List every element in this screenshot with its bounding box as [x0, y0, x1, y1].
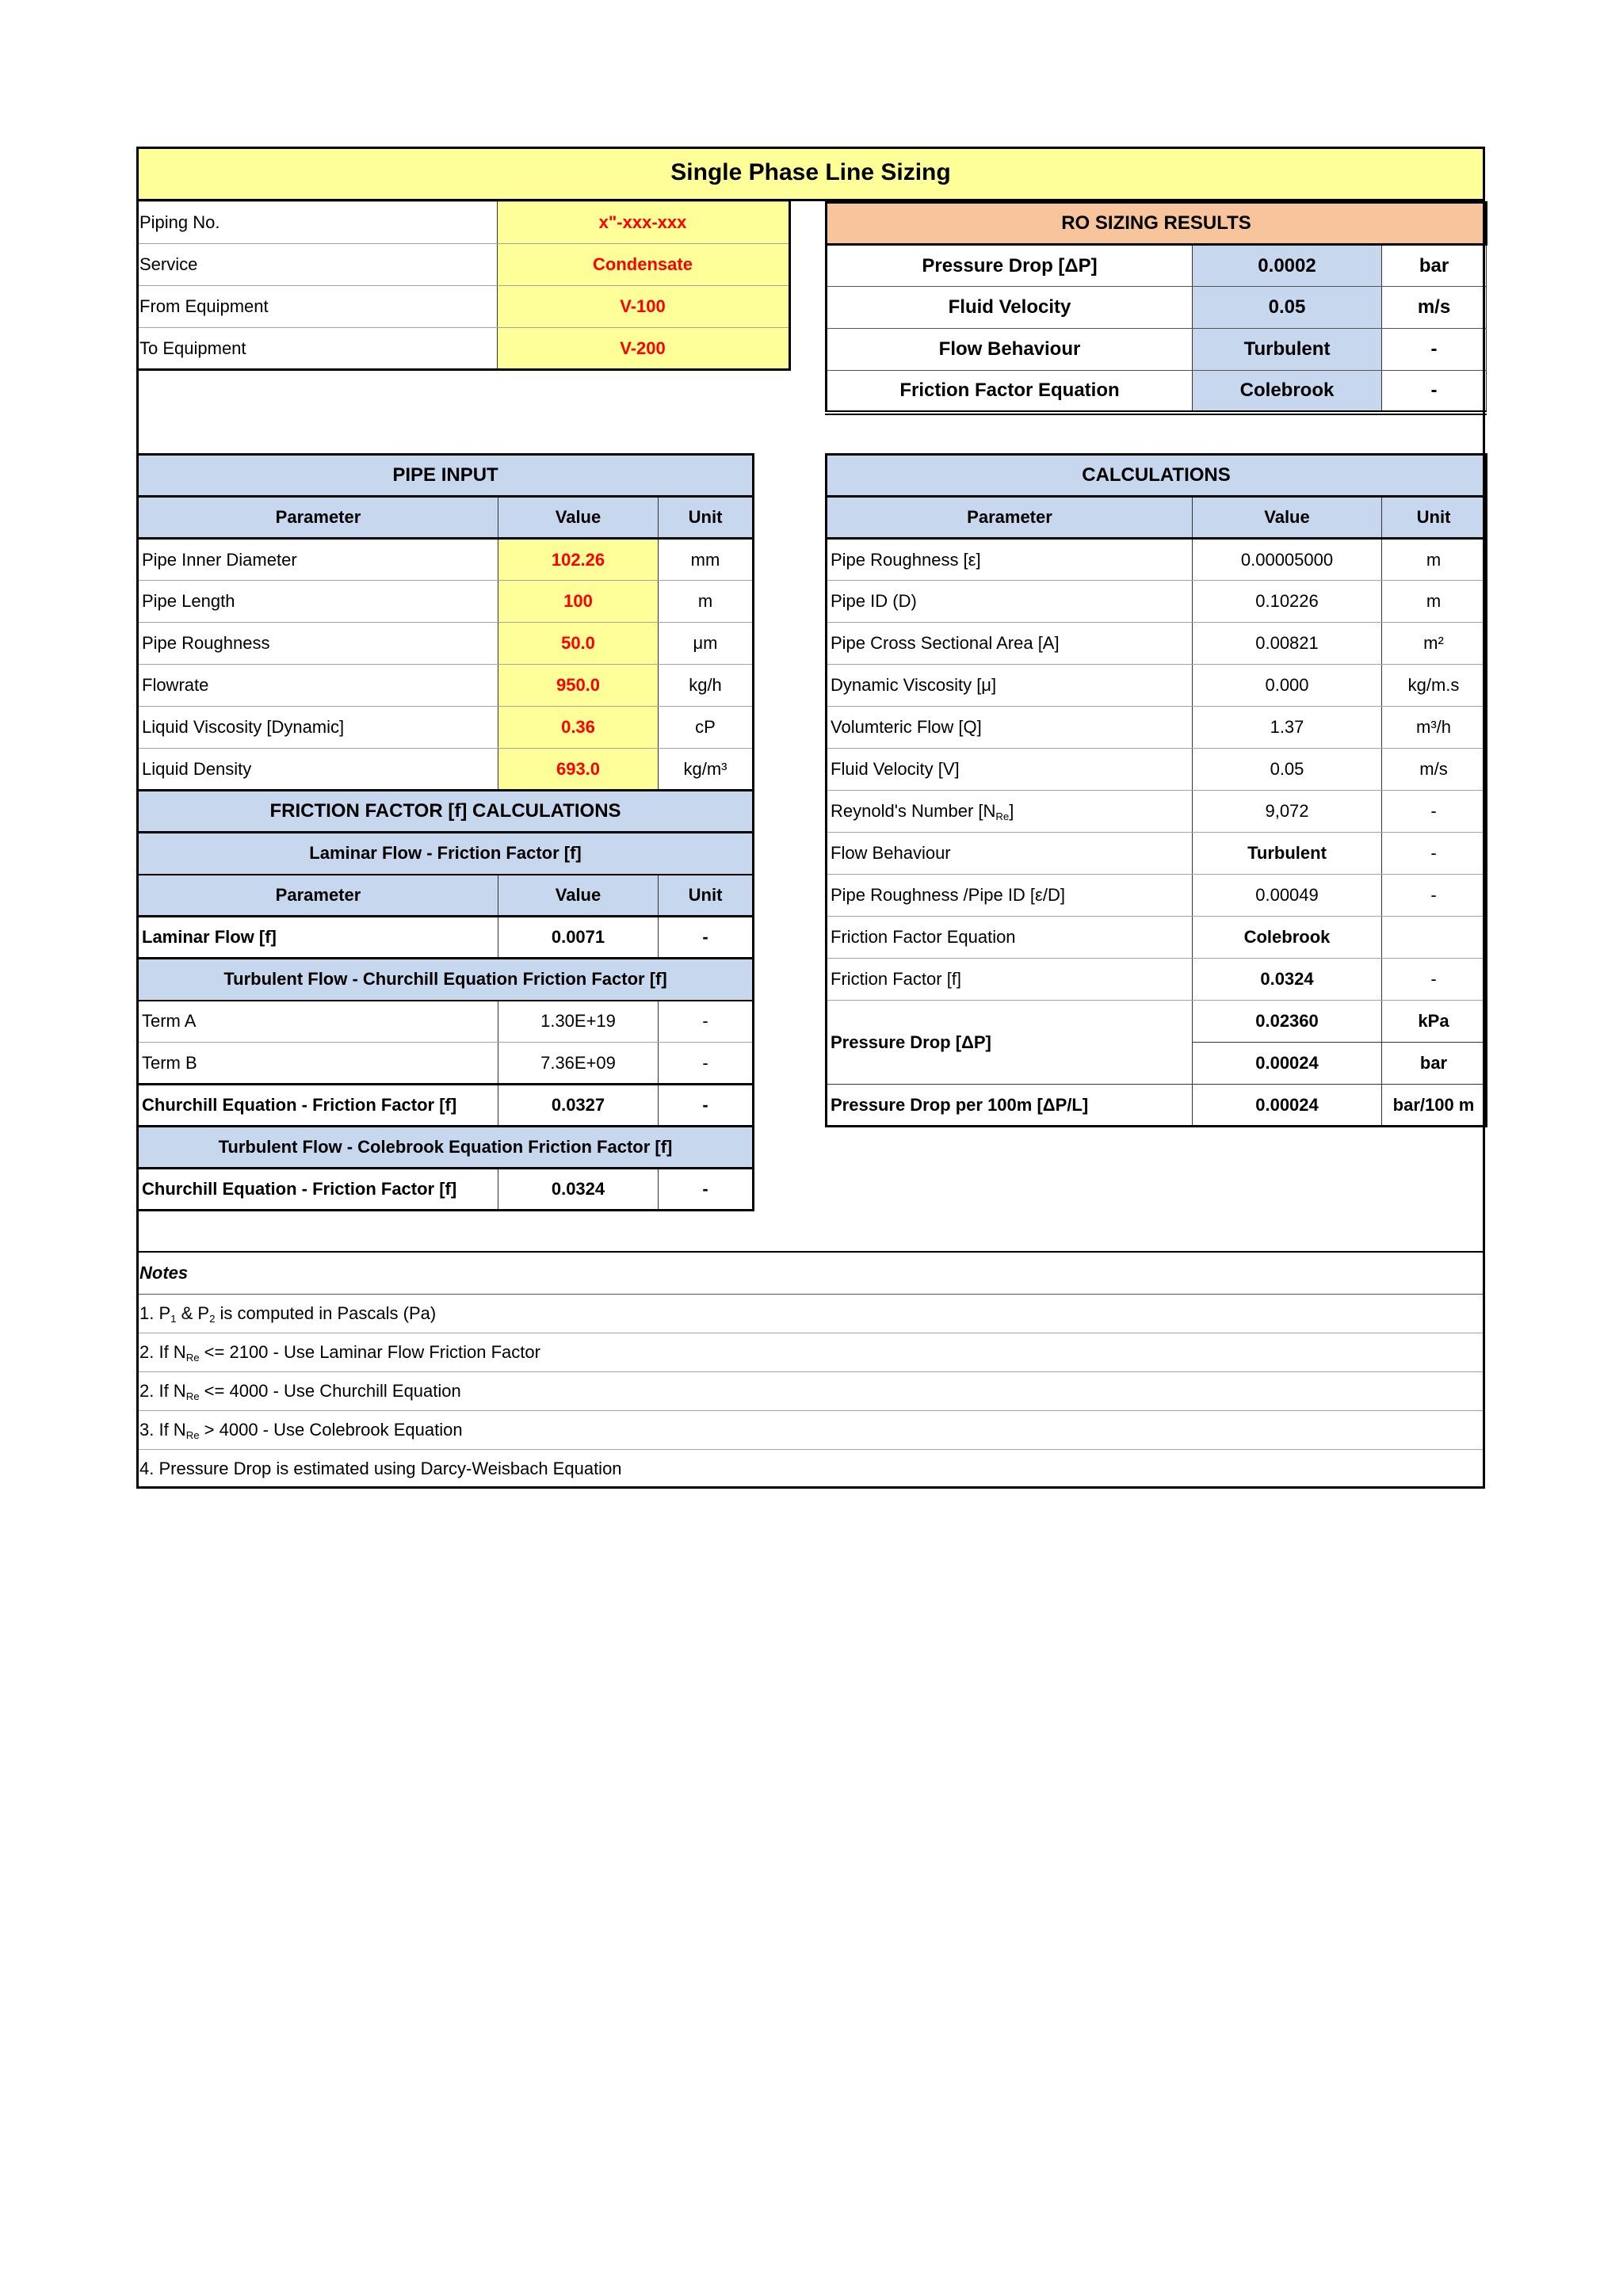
- calc-row: [827, 749, 1487, 791]
- calc-unit: m: [1382, 581, 1487, 623]
- calc-parameter-end: ]: [1009, 801, 1014, 821]
- note-item: [136, 1333, 1485, 1371]
- input-row: [138, 707, 754, 749]
- ro-value: Turbulent: [1193, 329, 1382, 371]
- churchill-parameter: Churchill Equation - Friction Factor [f]: [138, 1085, 498, 1127]
- calc-row: [827, 791, 1487, 833]
- note-text: [136, 1371, 1485, 1410]
- column-header-unit: Unit: [659, 497, 754, 539]
- pressure-drop-per-100m-parameter: Pressure Drop per 100m [ΔP/L]: [827, 1085, 1193, 1127]
- input-unit: cP: [659, 707, 754, 749]
- info-row-from-equipment: [136, 286, 789, 328]
- colebrook-parameter: Churchill Equation - Friction Factor [f]: [138, 1169, 498, 1211]
- calc-unit: kg/m.s: [1382, 665, 1487, 707]
- calc-parameter: Flow Behaviour: [827, 833, 1193, 875]
- churchill-row: [138, 1001, 754, 1043]
- calc-value: 0.00821: [1193, 623, 1382, 665]
- laminar-header: Laminar Flow - Friction Factor [f]: [138, 833, 754, 875]
- laminar-unit: -: [659, 917, 754, 959]
- line-info-table: [136, 201, 791, 371]
- input-value: 693.0: [498, 749, 659, 791]
- calc-value: 0.000: [1193, 665, 1382, 707]
- input-row: [138, 539, 754, 581]
- calc-unit: [1382, 917, 1487, 959]
- pressure-drop-unit-bar: bar: [1382, 1043, 1487, 1085]
- laminar-row: [138, 917, 754, 959]
- column-header-row: [827, 497, 1487, 539]
- calc-row: [827, 959, 1487, 1001]
- calc-parameter: Pipe Roughness /Pipe ID [ε/D]: [827, 875, 1193, 917]
- ro-unit: m/s: [1382, 287, 1487, 329]
- line-sizing-sheet: [136, 147, 1485, 1489]
- note-subscript: 2: [209, 1312, 216, 1325]
- churchill-value: 0.0327: [498, 1085, 659, 1127]
- info-value: V-200: [497, 328, 789, 370]
- pressure-drop-per-100m-unit: bar/100 m: [1382, 1085, 1487, 1127]
- ro-value: Colebrook: [1193, 371, 1382, 413]
- calc-value: 0.05: [1193, 749, 1382, 791]
- sheet-title: Single Phase Line Sizing: [136, 147, 1485, 201]
- calculations-table: [825, 453, 1487, 1127]
- column-header-unit: Unit: [659, 875, 754, 917]
- input-parameter: Pipe Inner Diameter: [138, 539, 498, 581]
- calc-value: 1.37: [1193, 707, 1382, 749]
- colebrook-value: 0.0324: [498, 1169, 659, 1211]
- input-value: 0.36: [498, 707, 659, 749]
- calculations-header: CALCULATIONS: [827, 455, 1487, 497]
- calc-parameter: Friction Factor Equation: [827, 917, 1193, 959]
- calc-parameter: Volumteric Flow [Q]: [827, 707, 1193, 749]
- input-row: [138, 665, 754, 707]
- pressure-drop-parameter: Pressure Drop [ΔP]: [827, 1001, 1193, 1085]
- calc-parameter: Pipe Roughness [ε]: [827, 539, 1193, 581]
- churchill-unit: -: [659, 1043, 754, 1085]
- churchill-unit: -: [659, 1085, 754, 1127]
- note-item: [136, 1371, 1485, 1410]
- ro-row: [827, 329, 1487, 371]
- column-header-unit: Unit: [1382, 497, 1487, 539]
- ro-value: 0.0002: [1193, 245, 1382, 287]
- ro-row: [827, 287, 1487, 329]
- calc-unit: m³/h: [1382, 707, 1487, 749]
- info-row-piping-no: [136, 202, 789, 244]
- note-subscript: Re: [185, 1351, 200, 1363]
- colebrook-result-row: [138, 1169, 754, 1211]
- calc-unit: -: [1382, 791, 1487, 833]
- column-header-value: Value: [498, 497, 659, 539]
- calc-row: [827, 581, 1487, 623]
- ro-row: [827, 371, 1487, 413]
- note-segment: <= 4000 - Use Churchill Equation: [199, 1380, 461, 1401]
- input-value: 950.0: [498, 665, 659, 707]
- note-segment: > 4000 - Use Colebrook Equation: [199, 1419, 463, 1440]
- calc-unit: m²: [1382, 623, 1487, 665]
- notes-heading: Notes: [136, 1252, 1485, 1294]
- input-parameter: Flowrate: [138, 665, 498, 707]
- churchill-value: 1.30E+19: [498, 1001, 659, 1043]
- calc-unit: -: [1382, 959, 1487, 1001]
- calc-parameter-reynolds: [827, 791, 1193, 833]
- column-header-row: [138, 497, 754, 539]
- pipe-input-header: PIPE INPUT: [138, 455, 754, 497]
- calc-row: [827, 707, 1487, 749]
- info-label: To Equipment: [136, 328, 497, 370]
- ro-parameter: Pressure Drop [ΔP]: [827, 245, 1193, 287]
- colebrook-header-row: [138, 1127, 754, 1169]
- note-text: [136, 1333, 1485, 1371]
- calc-unit: m/s: [1382, 749, 1487, 791]
- calc-value: 0.10226: [1193, 581, 1382, 623]
- calculations-header-row: [827, 455, 1487, 497]
- calc-value: Turbulent: [1193, 833, 1382, 875]
- calc-parameter: Friction Factor [f]: [827, 959, 1193, 1001]
- churchill-header-row: [138, 959, 754, 1001]
- info-label: Service: [136, 244, 497, 286]
- note-item: [136, 1294, 1485, 1333]
- input-value: 50.0: [498, 623, 659, 665]
- column-header-parameter: Parameter: [827, 497, 1193, 539]
- input-parameter: Liquid Density: [138, 749, 498, 791]
- info-value: V-100: [497, 286, 789, 328]
- laminar-header-row: [138, 833, 754, 875]
- input-row: [138, 581, 754, 623]
- note-text: [136, 1294, 1485, 1333]
- note-item: [136, 1410, 1485, 1449]
- note-segment: 3. If N: [139, 1419, 186, 1440]
- info-label: From Equipment: [136, 286, 497, 328]
- calc-parameter-text: Reynold's Number [N: [831, 801, 996, 821]
- churchill-row: [138, 1043, 754, 1085]
- calc-value: 0.00005000: [1193, 539, 1382, 581]
- ro-unit: -: [1382, 329, 1487, 371]
- ro-unit: -: [1382, 371, 1487, 413]
- ro-parameter: Fluid Velocity: [827, 287, 1193, 329]
- friction-factor-header: FRICTION FACTOR [f] CALCULATIONS: [138, 791, 754, 833]
- input-unit: kg/h: [659, 665, 754, 707]
- column-header-value: Value: [1193, 497, 1382, 539]
- input-unit: kg/m³: [659, 749, 754, 791]
- calc-value: 9,072: [1193, 791, 1382, 833]
- calc-parameter-subscript: Re: [995, 810, 1010, 822]
- note-segment: 2. If N: [139, 1341, 186, 1362]
- note-segment: is computed in Pascals (Pa): [215, 1302, 437, 1323]
- note-text: 4. Pressure Drop is estimated using Darcy-Weisbach Equation: [136, 1449, 1485, 1488]
- input-unit: μm: [659, 623, 754, 665]
- calc-value: 0.0324: [1193, 959, 1382, 1001]
- column-header-parameter: Parameter: [138, 875, 498, 917]
- ro-value: 0.05: [1193, 287, 1382, 329]
- pressure-drop-per-100m-row: [827, 1085, 1487, 1127]
- note-text: [136, 1410, 1485, 1449]
- colebrook-header: Turbulent Flow - Colebrook Equation Friction Factor [f]: [138, 1127, 754, 1169]
- calc-row: [827, 875, 1487, 917]
- column-header-row: [138, 875, 754, 917]
- ro-sizing-results-table: [825, 201, 1487, 415]
- info-label: Piping No.: [136, 202, 497, 244]
- churchill-value: 7.36E+09: [498, 1043, 659, 1085]
- note-subscript: 1: [170, 1312, 177, 1325]
- note-subscript: Re: [185, 1390, 200, 1402]
- input-row: [138, 623, 754, 665]
- note-segment: 2. If N: [139, 1380, 186, 1401]
- calc-value: 0.00049: [1193, 875, 1382, 917]
- notes-table: [136, 1251, 1485, 1489]
- laminar-value: 0.0071: [498, 917, 659, 959]
- info-value: Condensate: [497, 244, 789, 286]
- pressure-drop-value-bar: 0.00024: [1193, 1043, 1382, 1085]
- input-unit: m: [659, 581, 754, 623]
- ro-unit: bar: [1382, 245, 1487, 287]
- column-header-value: Value: [498, 875, 659, 917]
- friction-factor-header-row: [138, 791, 754, 833]
- pipe-input-header-row: [138, 455, 754, 497]
- info-value: x"-xxx-xxx: [497, 202, 789, 244]
- info-row-service: [136, 244, 789, 286]
- ro-row: [827, 245, 1487, 287]
- calc-row: [827, 623, 1487, 665]
- input-parameter: Pipe Roughness: [138, 623, 498, 665]
- calc-unit: -: [1382, 833, 1487, 875]
- input-unit: mm: [659, 539, 754, 581]
- calc-parameter: Pipe ID (D): [827, 581, 1193, 623]
- calc-row: [827, 665, 1487, 707]
- input-parameter: Liquid Viscosity [Dynamic]: [138, 707, 498, 749]
- laminar-parameter: Laminar Flow [f]: [138, 917, 498, 959]
- ro-parameter: Friction Factor Equation: [827, 371, 1193, 413]
- info-row-to-equipment: [136, 328, 789, 370]
- calc-row: [827, 833, 1487, 875]
- ro-parameter: Flow Behaviour: [827, 329, 1193, 371]
- pipe-input-table: [136, 453, 754, 1211]
- colebrook-unit: -: [659, 1169, 754, 1211]
- input-value: 102.26: [498, 539, 659, 581]
- input-parameter: Pipe Length: [138, 581, 498, 623]
- churchill-header: Turbulent Flow - Churchill Equation Friction Factor [f]: [138, 959, 754, 1001]
- notes-heading-row: [136, 1252, 1485, 1294]
- ro-results-header-row: [827, 203, 1487, 245]
- calc-unit: m: [1382, 539, 1487, 581]
- churchill-parameter: Term B: [138, 1043, 498, 1085]
- input-value: 100: [498, 581, 659, 623]
- calc-row: [827, 539, 1487, 581]
- note-segment: & P: [176, 1302, 210, 1323]
- pressure-drop-unit-kpa: kPa: [1382, 1001, 1487, 1043]
- churchill-result-row: [138, 1085, 754, 1127]
- input-row: [138, 749, 754, 791]
- calc-parameter: Fluid Velocity [V]: [827, 749, 1193, 791]
- calc-parameter: Pipe Cross Sectional Area [A]: [827, 623, 1193, 665]
- churchill-parameter: Term A: [138, 1001, 498, 1043]
- calc-row: [827, 917, 1487, 959]
- note-segment: <= 2100 - Use Laminar Flow Friction Factor: [199, 1341, 540, 1362]
- calc-parameter: Dynamic Viscosity [μ]: [827, 665, 1193, 707]
- pressure-drop-row: [827, 1001, 1487, 1043]
- note-segment: 1. P: [139, 1302, 171, 1323]
- note-item: [136, 1449, 1485, 1488]
- calc-unit: -: [1382, 875, 1487, 917]
- column-header-parameter: Parameter: [138, 497, 498, 539]
- calc-value: Colebrook: [1193, 917, 1382, 959]
- note-subscript: Re: [185, 1428, 200, 1441]
- pressure-drop-per-100m-value: 0.00024: [1193, 1085, 1382, 1127]
- pressure-drop-value-kpa: 0.02360: [1193, 1001, 1382, 1043]
- ro-results-header: RO SIZING RESULTS: [827, 203, 1487, 245]
- churchill-unit: -: [659, 1001, 754, 1043]
